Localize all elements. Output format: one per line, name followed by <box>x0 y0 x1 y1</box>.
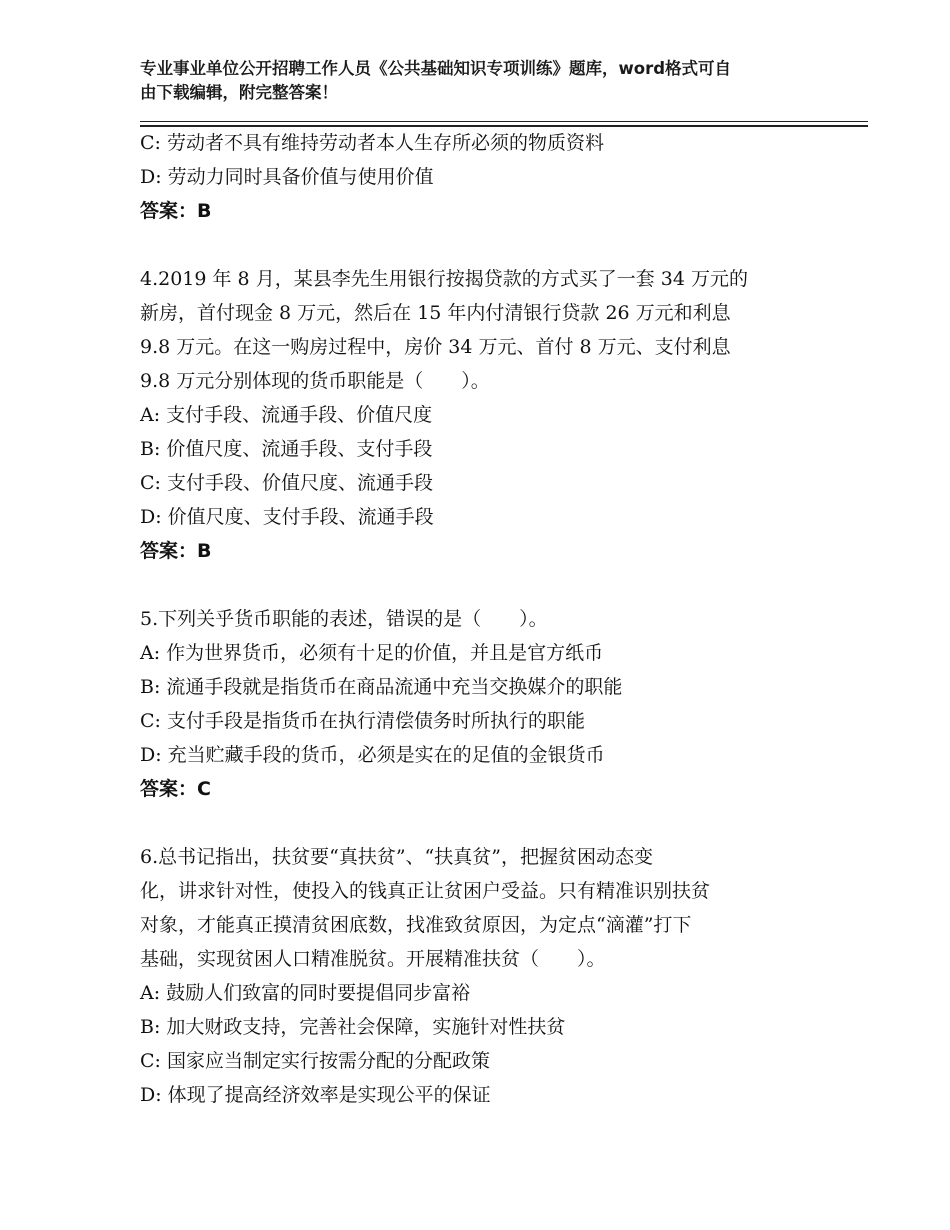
option-d: D: 价值尺度、支付手段、流通手段 <box>140 506 434 528</box>
header-line: 由下载编辑，附完整答案！ <box>140 83 338 102</box>
question-6 <box>140 840 820 1112</box>
answer: 答案：B <box>140 540 212 562</box>
question-stem-line: 对象，才能真正摸清贫困底数，找准致贫原因，为定点“滴灌”打下 <box>140 914 692 936</box>
answer: 答案：B <box>140 200 212 222</box>
answer: 答案：C <box>140 778 211 800</box>
question-stem-line: 化，讲求针对性，使投入的钱真正让贫困户受益。只有精准识别扶贫 <box>140 880 711 902</box>
question-stem-line: 9.8 万元分别体现的货币职能是（ ）。 <box>140 370 490 392</box>
option-c: C: 支付手段是指货币在执行清偿债务时所执行的职能 <box>140 710 585 732</box>
question-3 <box>140 126 820 228</box>
question-list <box>140 126 820 1112</box>
option-a: A: 鼓励人们致富的同时要提倡同步富裕 <box>140 982 471 1004</box>
option-d: D: 劳动力同时具备价值与使用价值 <box>140 166 434 188</box>
spacer <box>140 806 820 840</box>
header-rule <box>140 121 868 122</box>
option-d: D: 充当贮藏手段的货币，必须是实在的足值的金银货币 <box>140 744 605 766</box>
question-stem-line: 4.2019 年 8 月，某县李先生用银行按揭贷款的方式买了一套 34 万元的 <box>140 268 748 290</box>
question-stem-line: 9.8 万元。在这一购房过程中，房价 34 万元、首付 8 万元、支付利息 <box>140 336 731 358</box>
question-5 <box>140 602 820 806</box>
header-line: 专业事业单位公开招聘工作人员《公共基础知识专项训练》题库，word格式可自 <box>140 59 732 78</box>
option-d: D: 体现了提高经济效率是实现公平的保证 <box>140 1084 491 1106</box>
spacer <box>140 228 820 262</box>
question-4 <box>140 262 820 568</box>
question-stem-line: 基础，实现贫困人口精准脱贫。开展精准扶贫（ ）。 <box>140 948 606 970</box>
spacer <box>140 568 820 602</box>
option-c: C: 支付手段、价值尺度、流通手段 <box>140 472 433 494</box>
option-b: B: 加大财政支持，完善社会保障，实施针对性扶贫 <box>140 1016 566 1038</box>
option-a: A: 作为世界货币，必须有十足的价值，并且是官方纸币 <box>140 642 604 664</box>
question-stem-line: 新房，首付现金 8 万元，然后在 15 年内付清银行贷款 26 万元和利息 <box>140 302 731 324</box>
option-c: C: 劳动者不具有维持劳动者本人生存所必须的物质资料 <box>140 132 604 154</box>
option-b: B: 流通手段就是指货币在商品流通中充当交换媒介的职能 <box>140 676 623 698</box>
option-c: C: 国家应当制定实行按需分配的分配政策 <box>140 1050 490 1072</box>
page-header <box>140 57 820 105</box>
option-b: B: 价值尺度、流通手段、支付手段 <box>140 438 433 460</box>
option-a: A: 支付手段、流通手段、价值尺度 <box>140 404 433 426</box>
question-stem-line: 6.总书记指出，扶贫要“真扶贫”、“扶真贫”，把握贫困动态变 <box>140 846 653 868</box>
question-stem-line: 5.下列关乎货币职能的表述，错误的是（ ）。 <box>140 608 548 630</box>
